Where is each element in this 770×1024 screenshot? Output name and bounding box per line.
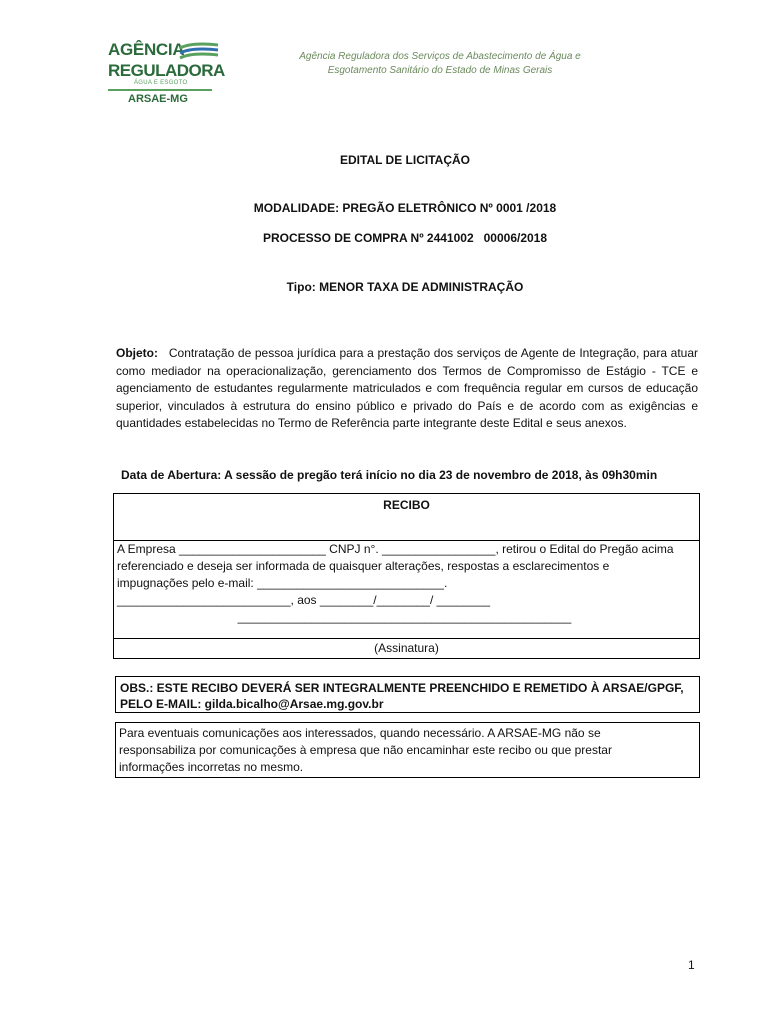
objeto-label: Objeto: [116,346,158,360]
logo-rule [108,89,212,91]
modalidade-line: MODALIDADE: PREGÃO ELETRÔNICO Nº 0001 /2018 [253,201,557,215]
info-line-2: responsabiliza por comunicações à empresa que não encaminhar este recibo ou que prestar [119,743,612,757]
recibo-form [117,541,692,626]
logo-line-reguladora: REGULADORA [108,61,225,80]
agency-header-line-2: Esgotamento Sanitário do Estado de Minas Gerais [327,65,553,76]
objeto-text: Contratação de pessoa jurídica para a prestação dos serviços de Agente de Integração, para atuar como mediador na operacionalização, gerenciamento dos Termos de Compromisso de Estágio - TCE e agenciamento de estudantes regularmente matriculados e com frequência regular em cursos de educação superior, vinculados à estrutura do ensino público e privado do País e de acordo com as exigências e quantidades estabelecidas no Termo de Referência parte integrante deste Edital e seus anexos. [116,346,698,431]
recibo-line-2: referenciado e deseja ser informada de quaisquer alterações, respostas a esclarecimentos e [117,559,610,573]
tipo-line: Tipo: MENOR TAXA DE ADMINISTRAÇÃO [286,280,524,294]
document-title: EDITAL DE LICITAÇÃO [340,153,470,167]
signature-line: __________________________________________________ [237,610,572,624]
recibo-box [113,493,700,659]
obs-box [115,676,700,713]
page-number: 1 [688,958,695,972]
info-box [115,722,700,778]
agency-header [270,50,610,78]
recibo-line-1: A Empresa ______________________ CNPJ n°. _________________, retirou o Edital do Pregão acima [117,542,674,556]
recibo-divider-bottom [114,638,699,639]
assinatura-label: (Assinatura) [374,641,439,655]
info-line-1: Para eventuais comunicações aos interessados, quando necessário. A ARSAE-MG não se [119,726,601,740]
logo-line-agencia: AGÊNCIA [108,40,185,59]
recibo-line-3: impugnações pelo e-mail: ____________________________. [117,576,448,590]
recibo-title: RECIBO [383,498,430,512]
info-line-3: informações incorretas no mesmo. [119,760,304,774]
arsae-logo [108,40,225,106]
data-abertura: Data de Abertura: A sessão de pregão terá início no dia 23 de novembro de 2018, às 09h30min [121,468,658,482]
processo-line: PROCESSO DE COMPRA Nº 2441002 00006/2018 [262,231,548,245]
logo-line-arsae: ARSAE-MG [128,93,188,105]
objeto-paragraph [116,345,698,433]
obs-line-1: OBS.: ESTE RECIBO DEVERÁ SER INTEGRALMENTE PREENCHIDO E REMETIDO À ARSAE/GPGF, [120,681,684,695]
obs-line-2: PELO E-MAIL: gilda.bicalho@Arsae.mg.gov.br [120,697,384,711]
logo-line-agua-esgoto: ÁGUA E ESGOTO [134,80,188,86]
agency-header-line-1: Agência Reguladora dos Serviços de Abastecimento de Água e [299,51,581,62]
wave-logo-icon [178,42,220,60]
recibo-line-4: __________________________, aos ________/________/ ________ [117,593,491,607]
